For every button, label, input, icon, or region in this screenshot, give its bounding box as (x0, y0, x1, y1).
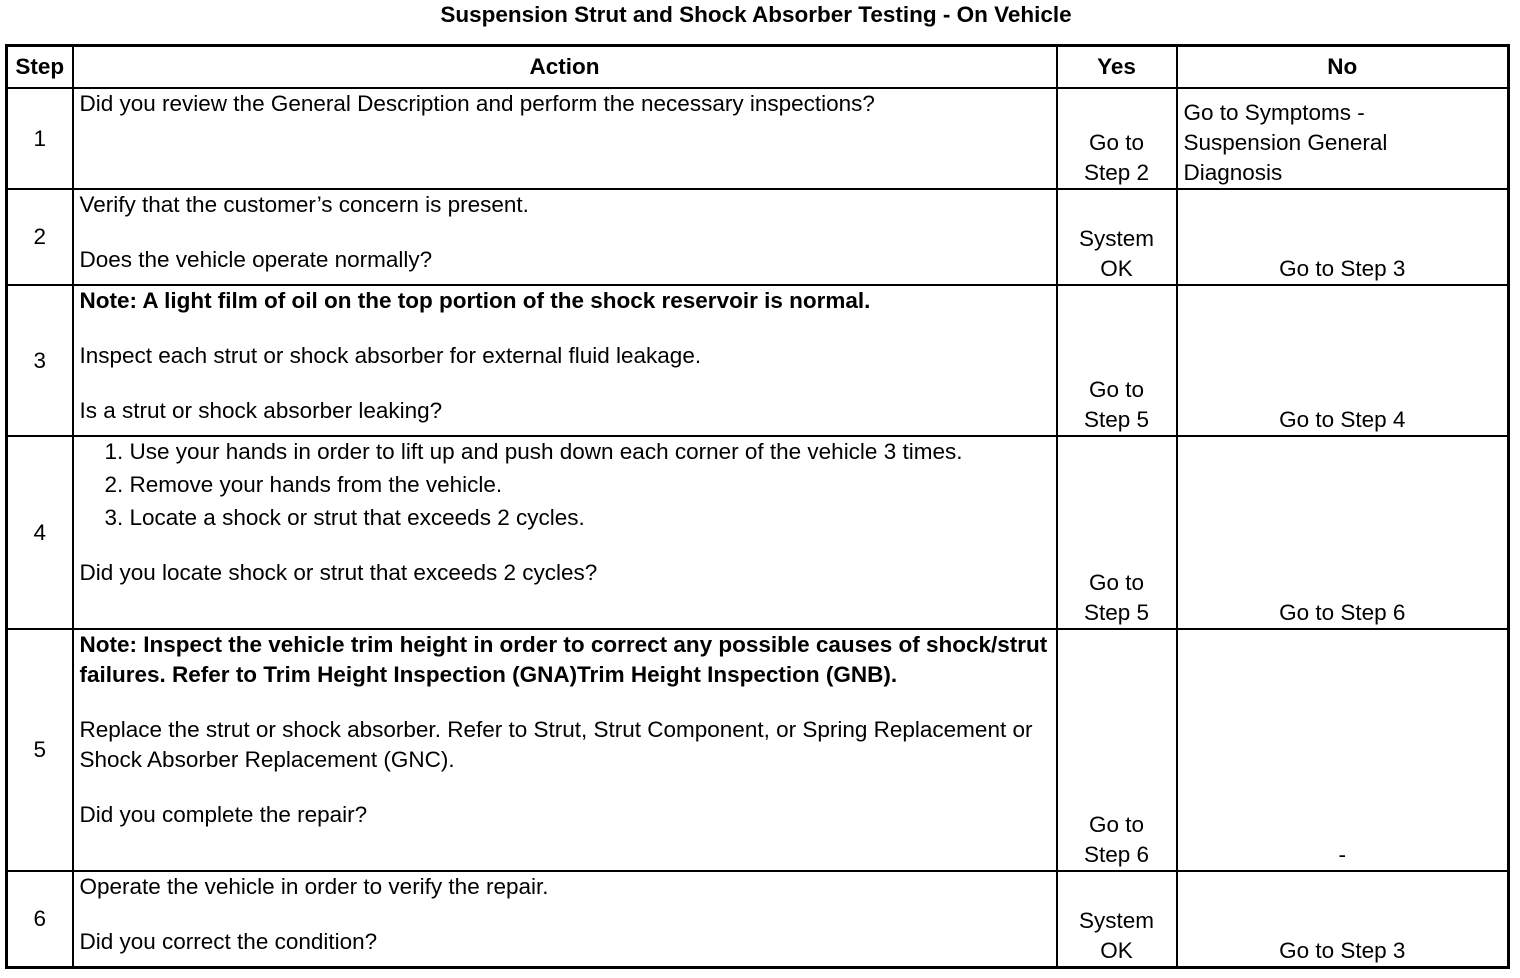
header-row (7, 46, 1509, 89)
yes-cell (1057, 871, 1177, 967)
table-row (7, 285, 1509, 436)
step-number: 3 (7, 285, 73, 436)
no-cell (1177, 189, 1509, 285)
action-cell (73, 436, 1057, 629)
no-cell (1177, 88, 1509, 189)
no-text: Go to Step 3 (1279, 256, 1406, 281)
table-row (7, 88, 1509, 189)
header-no: No (1177, 46, 1509, 89)
action-text: Replace the strut or shock absorber. Refer to Strut, Strut Component, or Spring Replacement or Shock Absorber Replacement (GNC). (79, 717, 1033, 772)
action-note: Note: Inspect the vehicle trim height in order to correct any possible causes of shock/strut failures. Refer to Trim Height Inspection (GNA)Trim Height Inspection (GNB). (79, 632, 1048, 687)
action-cell (73, 629, 1057, 871)
step-number: 2 (7, 189, 73, 285)
yes-cell (1057, 285, 1177, 436)
yes-cell (1057, 88, 1177, 189)
step-number: 6 (7, 871, 73, 967)
action-cell (73, 88, 1057, 189)
step-number: 5 (7, 629, 73, 871)
yes-cell (1057, 436, 1177, 629)
action-text: Inspect each strut or shock absorber for external fluid leakage. (79, 343, 702, 368)
action-cell (73, 189, 1057, 285)
action-question: Did you complete the repair? (79, 802, 368, 827)
action-note: Note: A light film of oil on the top portion of the shock reservoir is normal. (79, 288, 871, 313)
action-cell (73, 285, 1057, 436)
table-row (7, 871, 1509, 967)
list-item: 1. Use your hands in order to lift up and push down each corner of the vehicle 3 times. (130, 437, 1050, 467)
yes-text: Go to Step 2 (1083, 130, 1150, 185)
action-text: Verify that the customer’s concern is present. (79, 192, 529, 217)
list-item: 2. Remove your hands from the vehicle. (130, 470, 1050, 500)
no-cell (1177, 871, 1509, 967)
action-cell (73, 871, 1057, 967)
yes-text: Go to Step 6 (1083, 812, 1150, 867)
list-item: 3. Locate a shock or strut that exceeds 2 cycles. (130, 503, 1050, 533)
no-text: - (1338, 842, 1346, 867)
no-cell (1177, 436, 1509, 629)
no-cell (1177, 629, 1509, 871)
yes-text: Go to Step 5 (1083, 570, 1150, 625)
no-cell (1177, 285, 1509, 436)
document-title: Suspension Strut and Shock Absorber Testing - On Vehicle (440, 2, 1072, 27)
yes-text: Go to Step 5 (1083, 377, 1150, 432)
action-text: Did you review the General Description and perform the necessary inspections? (79, 91, 875, 116)
table-row (7, 189, 1509, 285)
yes-text: System OK (1078, 226, 1154, 281)
table-row (7, 629, 1509, 871)
no-text: Go to Step 6 (1279, 600, 1406, 625)
header-yes: Yes (1057, 46, 1177, 89)
action-text: Operate the vehicle in order to verify the repair. (79, 874, 549, 899)
diagnostic-table (5, 44, 1510, 969)
header-action: Action (73, 46, 1057, 89)
header-step: Step (7, 46, 73, 89)
step-number: 4 (7, 436, 73, 629)
yes-cell (1057, 629, 1177, 871)
yes-cell (1057, 189, 1177, 285)
action-question: Is a strut or shock absorber leaking? (79, 398, 443, 423)
no-text: Go to Step 4 (1279, 407, 1406, 432)
step-number: 1 (7, 88, 73, 189)
yes-text: System OK (1078, 907, 1154, 963)
table-row (7, 436, 1509, 629)
action-question: Does the vehicle operate normally? (79, 247, 433, 272)
no-text: Go to Step 3 (1279, 937, 1406, 963)
action-question: Did you correct the condition? (79, 929, 378, 954)
numbered-list (80, 437, 1050, 533)
no-text: Go to Symptoms - Suspension General Diagnosis (1183, 100, 1388, 185)
action-question: Did you locate shock or strut that exceeds 2 cycles? (79, 560, 598, 585)
